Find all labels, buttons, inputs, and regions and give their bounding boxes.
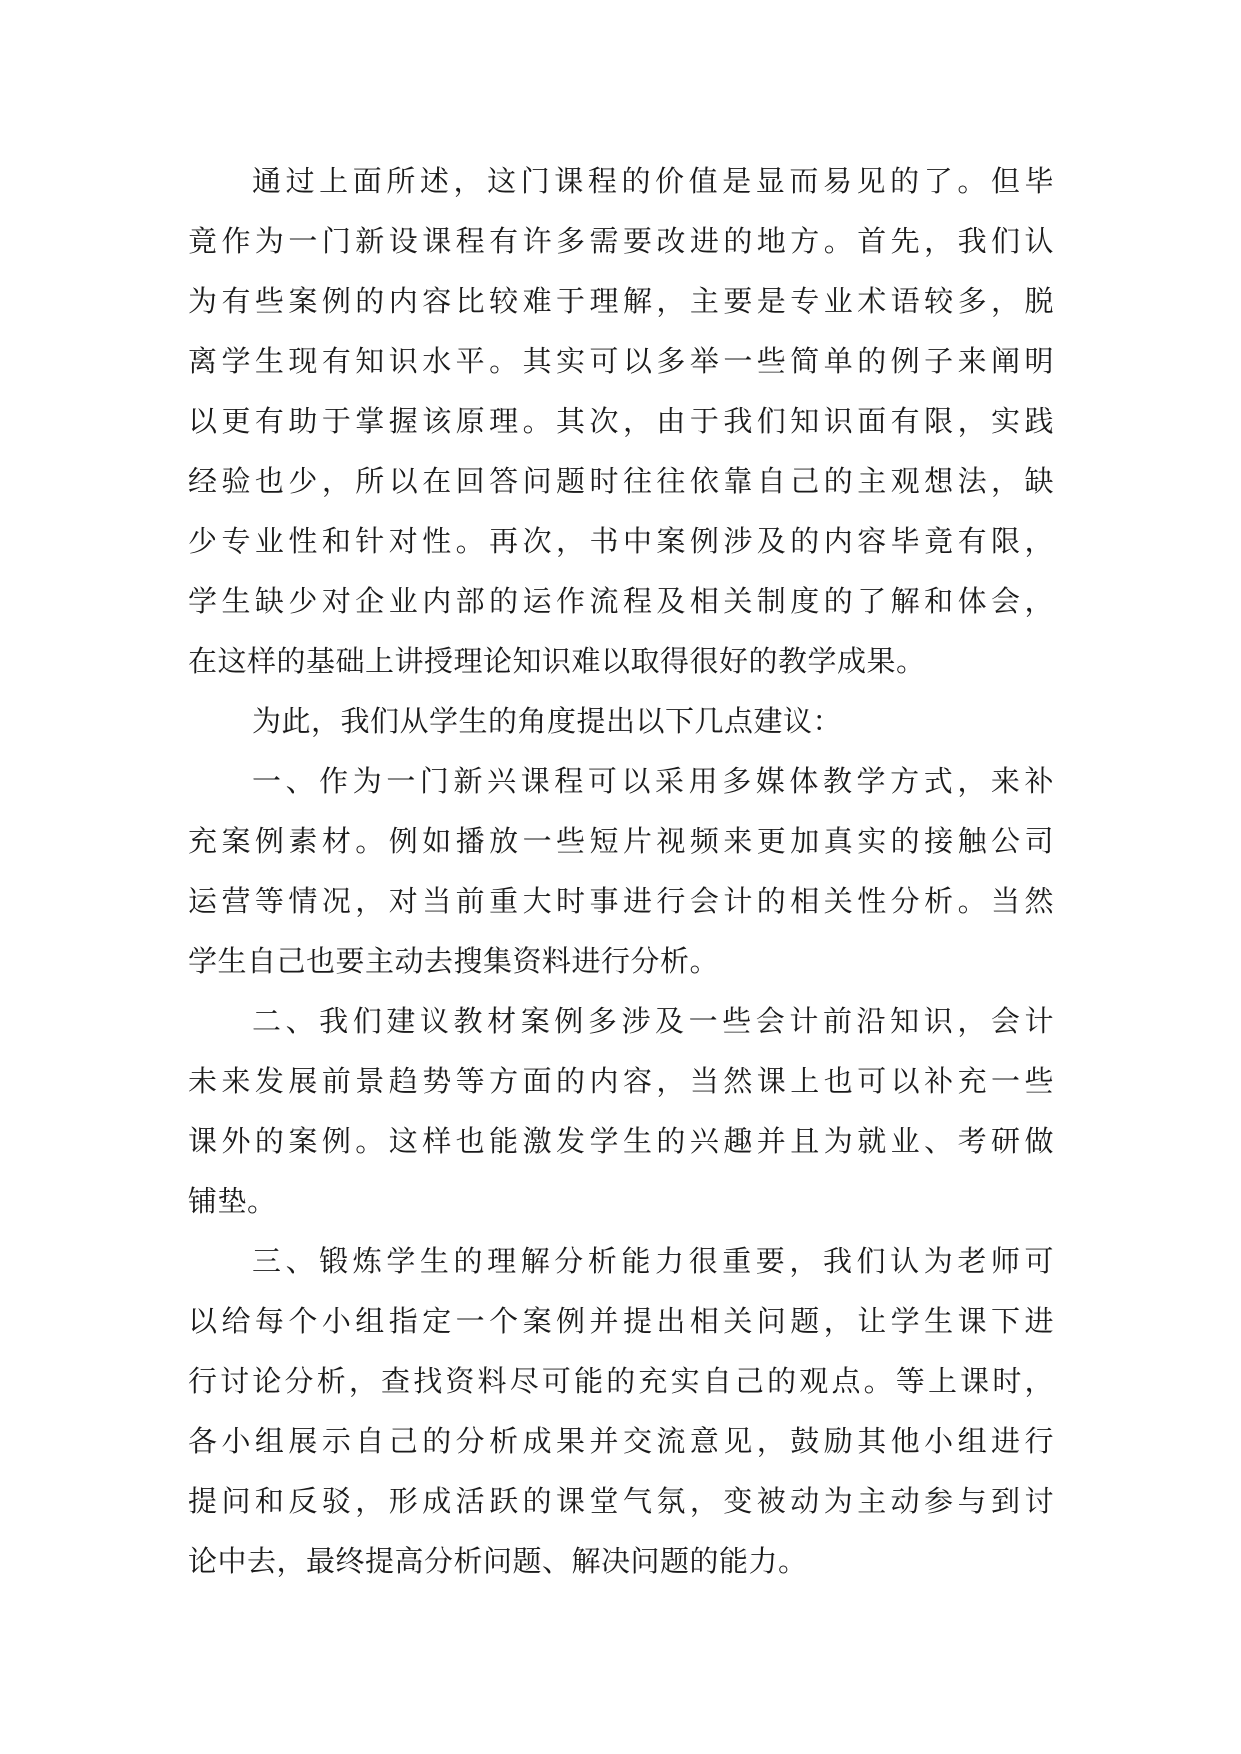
- paragraph-line: 通过上面所述，这门课程的价值是显而易见的了。但毕: [252, 164, 1054, 198]
- paragraph-line: 离学生现有知识水平。其实可以多举一些简单的例子来阐明: [188, 344, 1054, 378]
- paragraph-line: 学生缺少对企业内部的运作流程及相关制度的了解和体会，: [188, 584, 1054, 618]
- paragraph-line: 铺垫。: [188, 1184, 277, 1218]
- paragraph-line: 各小组展示自己的分析成果并交流意见，鼓励其他小组进行: [188, 1424, 1054, 1458]
- paragraph-line: 课外的案例。这样也能激发学生的兴趣并且为就业、考研做: [188, 1124, 1054, 1158]
- paragraph-line: 以给每个小组指定一个案例并提出相关问题，让学生课下进: [188, 1304, 1054, 1338]
- paragraph-line: 以更有助于掌握该原理。其次，由于我们知识面有限，实践: [188, 404, 1054, 438]
- paragraph-line: 论中去，最终提高分析问题、解决问题的能力。: [188, 1544, 808, 1578]
- paragraph-line: 在这样的基础上讲授理论知识难以取得很好的教学成果。: [188, 644, 926, 678]
- paragraph-line: 少专业性和针对性。再次，书中案例涉及的内容毕竟有限，: [188, 524, 1054, 558]
- paragraph-line: 为此，我们从学生的角度提出以下几点建议：: [252, 704, 843, 738]
- paragraph-line: 三、锻炼学生的理解分析能力很重要，我们认为老师可: [252, 1244, 1054, 1278]
- paragraph-line: 学生自己也要主动去搜集资料进行分析。: [188, 944, 720, 978]
- paragraph-line: 充案例素材。例如播放一些短片视频来更加真实的接触公司: [188, 824, 1054, 858]
- paragraph-line: 提问和反驳，形成活跃的课堂气氛，变被动为主动参与到讨: [188, 1484, 1054, 1518]
- paragraph-line: 行讨论分析，查找资料尽可能的充实自己的观点。等上课时，: [188, 1364, 1054, 1398]
- paragraph-line: 运营等情况，对当前重大时事进行会计的相关性分析。当然: [188, 884, 1054, 918]
- paragraph-line: 未来发展前景趋势等方面的内容，当然课上也可以补充一些: [188, 1064, 1054, 1098]
- paragraph-line: 经验也少，所以在回答问题时往往依靠自己的主观想法，缺: [188, 464, 1054, 498]
- paragraph-line: 二、我们建议教材案例多涉及一些会计前沿知识，会计: [252, 1004, 1054, 1038]
- paragraph-line: 一、作为一门新兴课程可以采用多媒体教学方式，来补: [252, 764, 1054, 798]
- paragraph-line: 为有些案例的内容比较难于理解，主要是专业术语较多，脱: [188, 284, 1054, 318]
- paragraph-line: 竟作为一门新设课程有许多需要改进的地方。首先，我们认: [188, 224, 1054, 258]
